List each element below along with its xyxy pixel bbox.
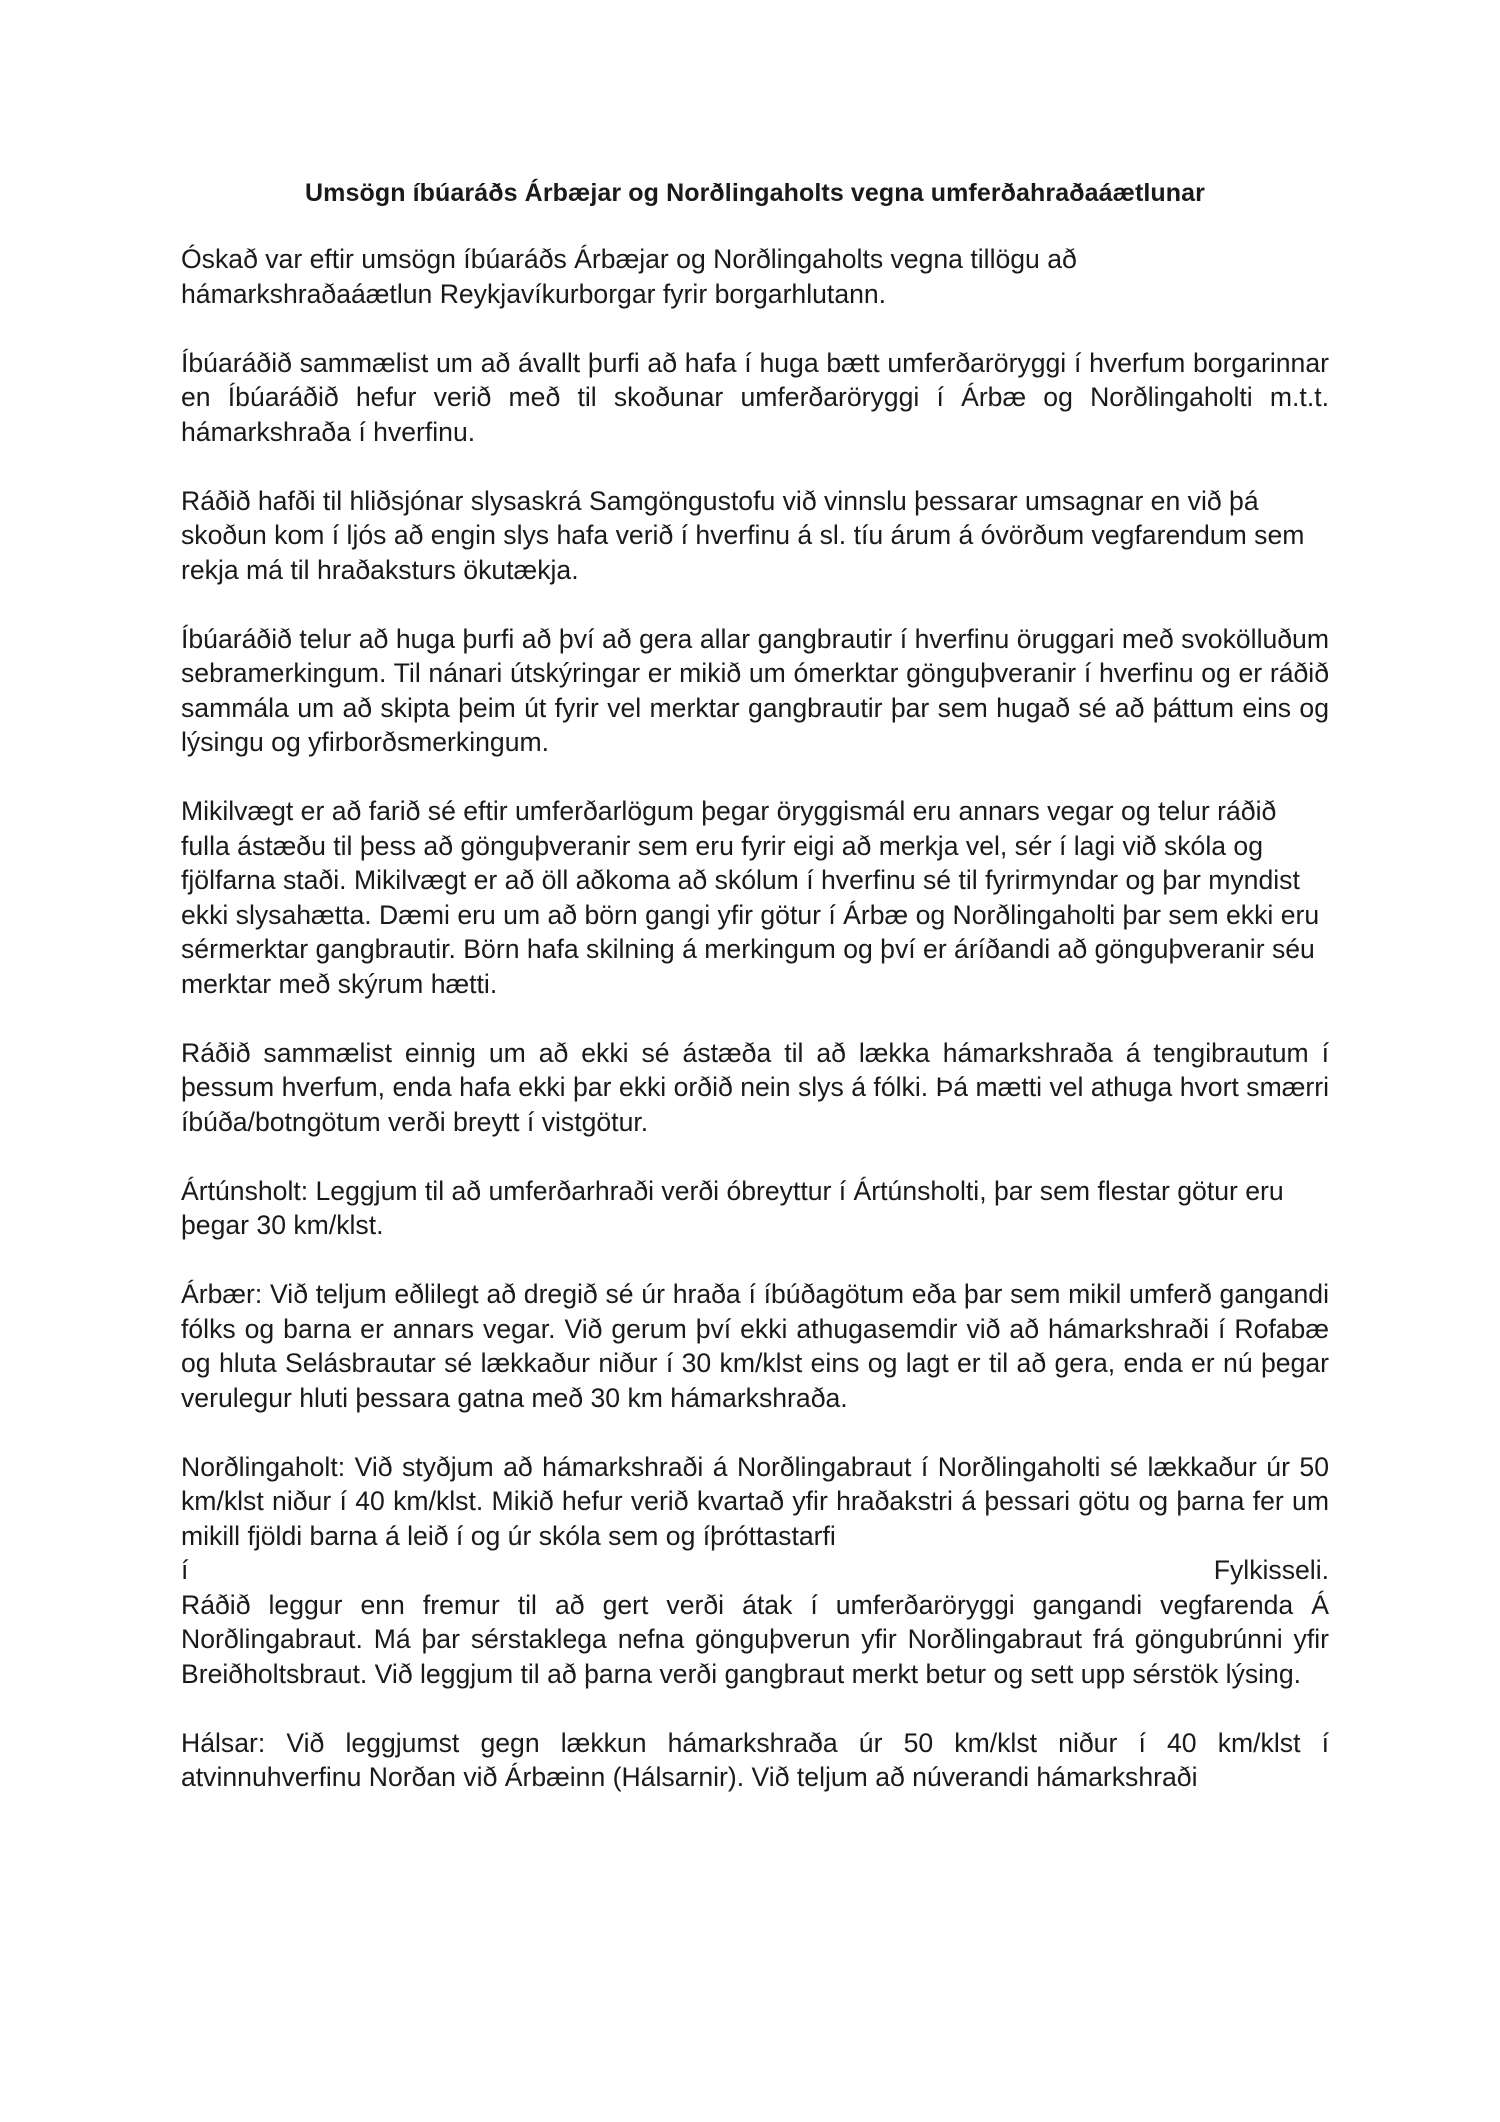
nordlingaholt-split-left: í	[181, 1555, 189, 1585]
document-page	[181, 178, 1329, 1829]
nordlingaholt-split-line	[181, 1553, 1329, 1588]
paragraph-arbaer: Árbær: Við teljum eðlilegt að dregið sé úr hraða í íbúðagötum eða þar sem mikil umferð gangandi fólks og barna er annars vegar. Við gerum því ekki athugasemdir við að hámarkshraði í Rofabæ og hluta Selásbrautar sé lækkaður niður í 30 km/klst eins og lagt er til að gera, enda er nú þegar verulegur hluti þessara gatna með 30 km hámarkshraða.	[181, 1279, 1329, 1413]
nordlingaholt-continuation: Ráðið leggur enn fremur til að gert verði átak í umferðaröryggi gangandi vegfarenda Á Norðlingabraut. Má þar sérstaklega nefna gönguþverun yfir Norðlingabraut frá göngubrúnni yfir Breiðholtsbraut. Við leggjum til að þarna verði gangbraut merkt betur og sett upp sérstök lýsing.	[181, 1589, 1329, 1689]
document-title: Umsögn íbúaráðs Árbæjar og Norðlingaholts vegna umferðahraðaáætlunar	[304, 179, 1205, 207]
paragraph-agreement: Íbúaráðið sammælist um að ávallt þurfi að hafa í huga bætt umferðaröryggi í hverfum borgarinnar en Íbúaráðið hefur verið með til skoðunar umferðaröryggi í Árbæ og Norðlingaholti m.t.t. hámarkshraða í hverfinu.	[181, 347, 1329, 447]
paragraph-nordlingaholt	[181, 1450, 1329, 1692]
paragraph-traffic-laws: Mikilvægt er að farið sé eftir umferðarlögum þegar öryggismál eru annars vegar og telur ráðið fulla ástæðu til þess að gönguþveranir sem eru fyrir eigi að merkja vel, sér í lagi við skóla og fjölfarna staði. Mikilvægt er að öll aðkoma að skólum í hverfinu sé til fyrirmyndar og þar myndist ekki slysahætta. Dæmi eru um að börn gangi yfir götur í Árbæ og Norðlingaholti þar sem ekki eru sérmerktar gangbrautir. Börn hafa skilning á merkingum og því er áríðandi að gönguþveranir séu merktar með skýrum hætti.	[181, 796, 1320, 999]
paragraph-artunsholt: Ártúnsholt: Leggjum til að umferðarhraði verði óbreyttur í Ártúnsholti, þar sem flestar götur eru þegar 30 km/klst.	[181, 1175, 1284, 1240]
paragraph-accident-registry: Ráðið hafði til hliðsjónar slysaskrá Samgöngustofu við vinnslu þessarar umsagnar en við þá skoðun kom í ljós að engin slys hafa verið í hverfinu á sl. tíu árum á óvörðum vegfarendum sem rekja má til hraðaksturs ökutækja.	[181, 485, 1305, 585]
paragraph-halsar: Hálsar: Við leggjumst gegn lækkun hámarkshraða úr 50 km/klst niður í 40 km/klst í atvinnuhverfinu Norðan við Árbæinn (Hálsarnir). Við teljum að núverandi hámarkshraði	[181, 1727, 1329, 1792]
paragraph-connector-roads: Ráðið sammælist einnig um að ekki sé ástæða til að lækka hámarkshraða á tengibrautum í þessum hverfum, enda hafa ekki þar ekki orðið nein slys á fólki. Þá mætti vel athuga hvort smærri íbúða/botngötum verði breytt í vistgötur.	[181, 1037, 1329, 1137]
paragraph-request: Óskað var eftir umsögn íbúaráðs Árbæjar og Norðlingaholts vegna tillögu að hámarkshraðaáætlun Reykjavíkurborgar fyrir borgarhlutann.	[181, 244, 1077, 309]
nordlingaholt-text: Norðlingaholt: Við styðjum að hámarkshraði á Norðlingabraut í Norðlingaholti sé lækkaður úr 50 km/klst niður í 40 km/klst. Mikið hefur verið kvartað yfir hraðakstri á þessari götu og þarna fer um mikill fjöldi barna á leið í og úr skóla sem og íþróttastarfi	[181, 1451, 1329, 1551]
paragraph-crosswalks: Íbúaráðið telur að huga þurfi að því að gera allar gangbrautir í hverfinu öruggari með svokölluðum sebramerkingum. Til nánari útskýringar er mikið um ómerktar gönguþveranir í hverfinu og er ráðið sammála um að skipta þeim út fyrir vel merktar gangbrautir þar sem hugað sé að þáttum eins og lýsingu og yfirborðsmerkingum.	[181, 623, 1329, 757]
nordlingaholt-split-right: Fylkisseli.	[1213, 1555, 1329, 1585]
